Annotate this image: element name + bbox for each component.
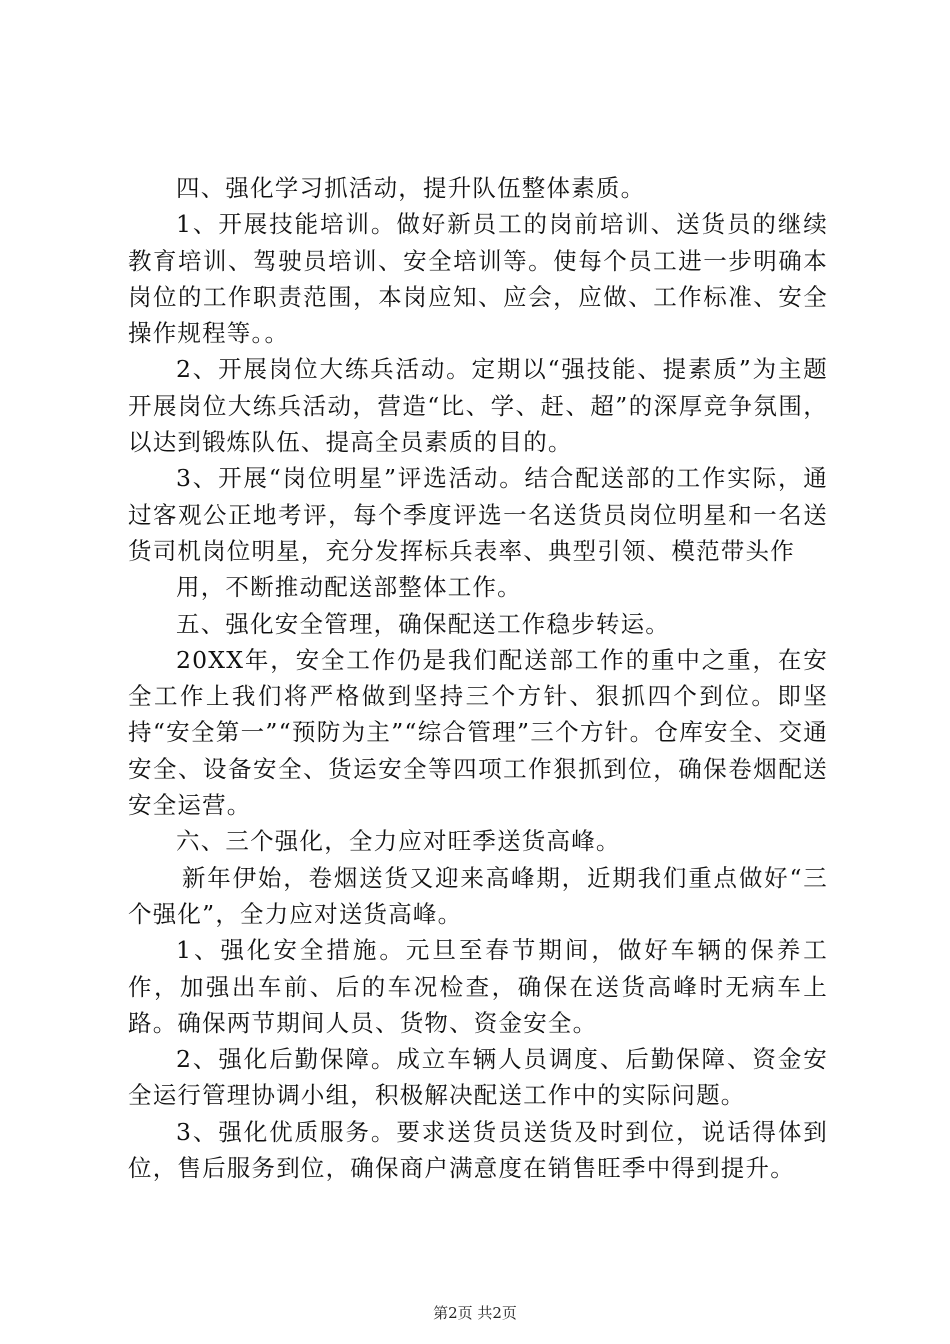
- paragraph-job-drill: 2、开展岗位大练兵活动。定期以“强技能、提素质”为主题开展岗位大练兵活动，营造“比、学、赶、超”的深厚竞争氛围，以达到锻炼队伍、提高全员素质的目的。: [128, 355, 828, 457]
- section-heading-4: 四、强化学习抓活动，提升队伍整体素质。: [176, 174, 646, 202]
- paragraph-quality-service: 3、强化优质服务。要求送货员送货及时到位，说话得体到位，售后服务到位，确保商户满意度在销售旺季中得到提升。: [128, 1117, 828, 1183]
- section-heading-5: 五、强化安全管理，确保配送工作稳步转运。: [176, 609, 670, 638]
- paragraph-new-year: 新年伊始，卷烟送货又迎来高峰期，近期我们重点做好“三个强化”，全力应对送货高峰。: [128, 863, 828, 928]
- paragraph-continuation: 用，不断推动配送部整体工作。: [176, 573, 522, 602]
- paragraph-safety: 20XX年，安全工作仍是我们配送部工作的重中之重，在安全工作上我们将严格做到坚持三个方针、狠抓四个到位。即坚持“安全第一”“预防为主”“综合管理”三个方针。仓库安全、交通安全、设备安全、货运安全等四项工作狠抓到位，确保卷烟配送安全运营。: [128, 645, 828, 820]
- paragraph-logistics: 2、强化后勤保障。成立车辆人员调度、后勤保障、资金安全运行管理协调小组，积极解决配送工作中的实际问题。: [128, 1045, 828, 1110]
- section-heading-6: 六、三个强化，全力应对旺季送货高峰。: [176, 827, 621, 856]
- paragraph-safety-measures: 1、强化安全措施。元旦至春节期间，做好车辆的保养工作，加强出车前、后的车况检查，确保在送货高峰时无病车上路。确保两节期间人员、货物、资金安全。: [128, 936, 828, 1037]
- page-number-footer: 第2页 共2页: [433, 1304, 517, 1322]
- document-body: [128, 170, 828, 1186]
- paragraph-skill-training: 1、开展技能培训。做好新员工的岗前培训、送货员的继续教育培训、驾驶员培训、安全培训等。使每个员工进一步明确本岗位的工作职责范围，本岗应知、应会，应做、工作标准、安全操作规程等。。: [128, 210, 828, 348]
- paragraph-job-star: 3、开展“岗位明星”评选活动。结合配送部的工作实际，通过客观公正地考评，每个季度评选一名送货员岗位明星和一名送货司机岗位明星，充分发挥标兵表率、典型引领、模范带头作: [128, 464, 828, 565]
